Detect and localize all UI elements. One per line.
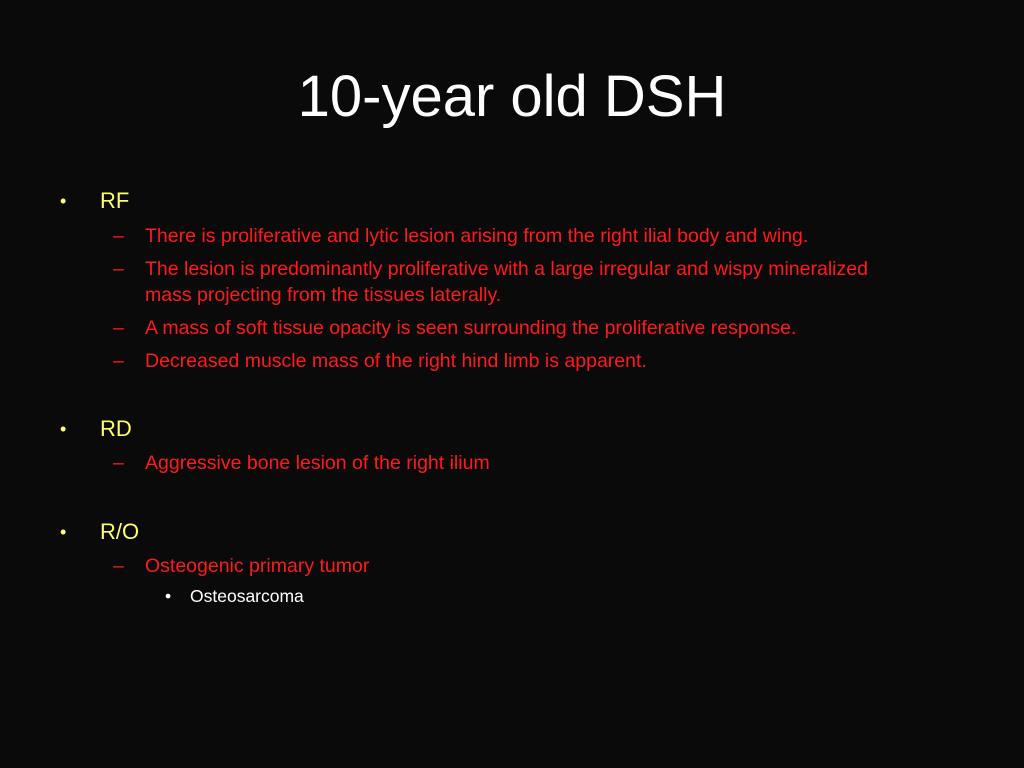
- dash-icon: –: [113, 317, 124, 339]
- list-item: [113, 553, 945, 579]
- bullet-icon: •: [60, 522, 67, 542]
- section-heading-rd: [60, 416, 132, 442]
- list-item: [113, 315, 945, 341]
- list-item-text: Decreased muscle mass of the right hind limb is apparent.: [145, 350, 647, 372]
- bullet-icon: •: [60, 191, 67, 211]
- section-heading-label: RF: [100, 188, 130, 213]
- bullet-icon: •: [165, 586, 172, 606]
- section-heading-rf: [60, 188, 130, 214]
- dash-icon: –: [113, 350, 124, 372]
- list-item-text: There is proliferative and lytic lesion arising from the right ilial body and wing.: [145, 225, 809, 247]
- dash-icon: –: [113, 555, 124, 577]
- section-heading-label: RD: [100, 416, 132, 441]
- sub-list-item-text: Osteosarcoma: [190, 586, 304, 606]
- list-item-text: Osteogenic primary tumor: [145, 555, 370, 577]
- dash-icon: –: [113, 225, 124, 247]
- sub-list-item: [165, 585, 304, 607]
- list-item-text: A mass of soft tissue opacity is seen surrounding the proliferative response.: [145, 317, 797, 339]
- list-item: [113, 256, 905, 308]
- list-item: [113, 348, 945, 374]
- section-heading-ro: [60, 519, 140, 545]
- list-item-text: Aggressive bone lesion of the right ilium: [145, 452, 490, 474]
- slide-title: 10-year old DSH: [297, 64, 727, 129]
- list-item: [113, 450, 945, 476]
- list-item: [113, 223, 945, 249]
- dash-icon: –: [113, 258, 124, 280]
- bullet-icon: •: [60, 419, 67, 439]
- dash-icon: –: [113, 452, 124, 474]
- list-item-text: The lesion is predominantly proliferative with a large irregular and wispy mineralized mass projecting from the tissues laterally.: [145, 258, 868, 306]
- section-heading-label: R/O: [100, 519, 140, 544]
